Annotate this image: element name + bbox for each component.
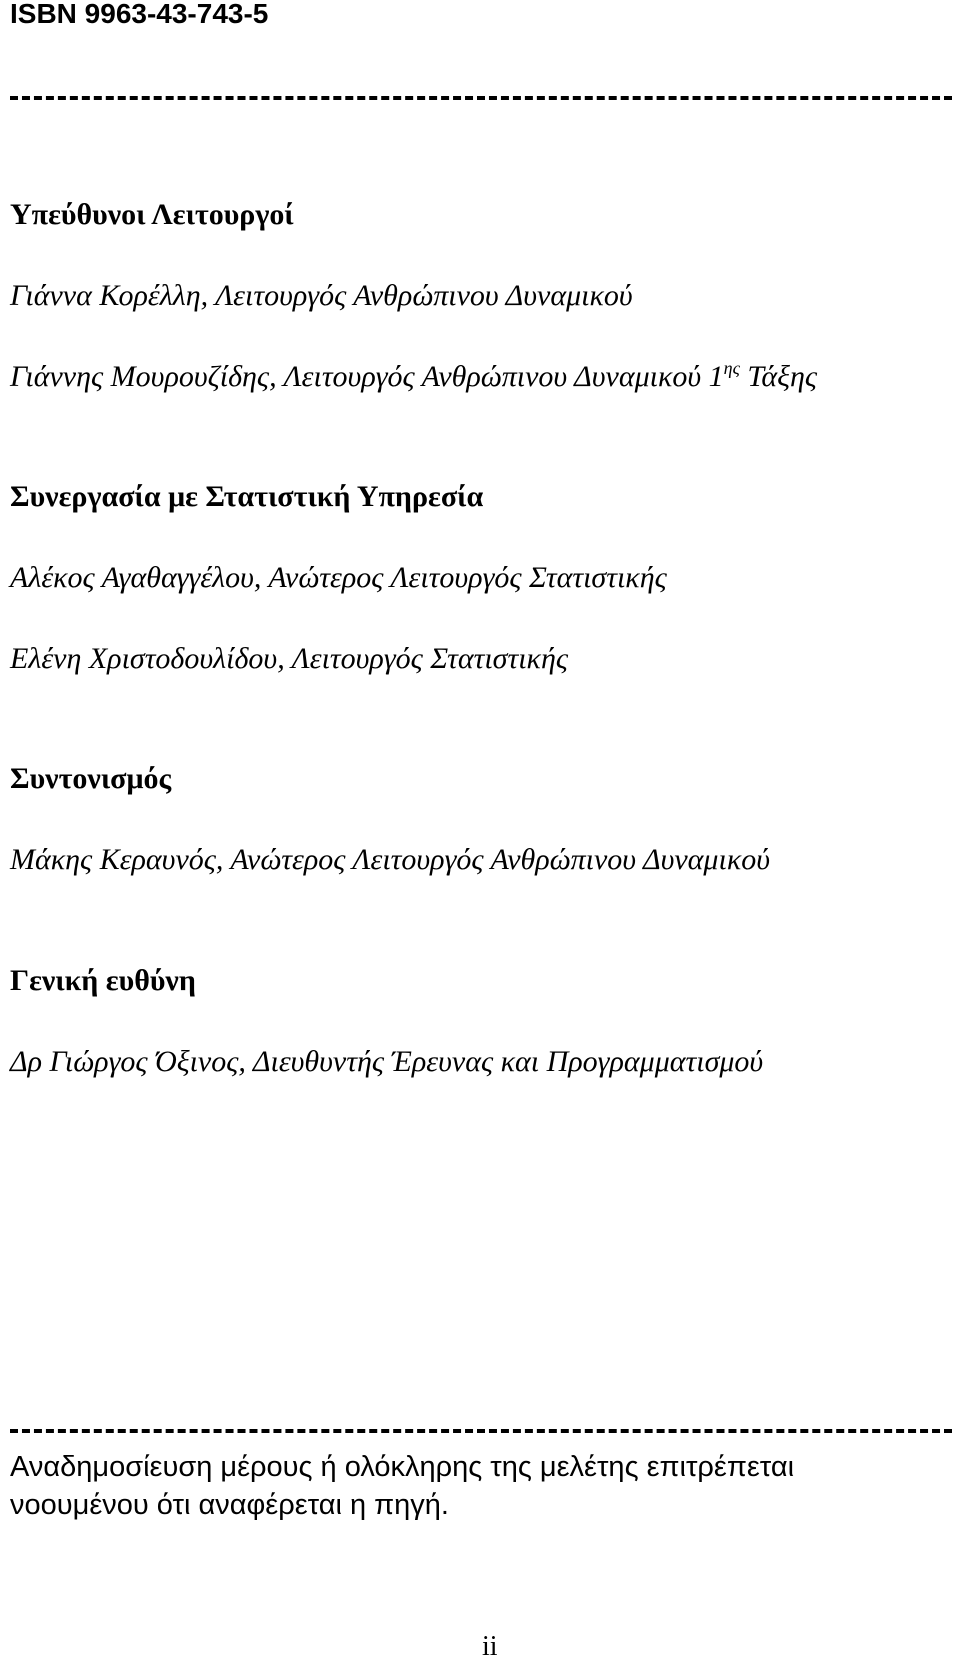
isbn: ISBN 9963-43-743-5 bbox=[10, 0, 269, 29]
divider-bottom bbox=[10, 1429, 952, 1433]
reprint-note-line2: νοουμένου ότι αναφέρεται η πηγή. bbox=[10, 1489, 449, 1521]
heading-statistics-cooperation: Συνεργασία με Στατιστική Υπηρεσία bbox=[10, 480, 484, 513]
heading-coordination: Συντονισμός bbox=[10, 762, 172, 795]
heading-general-responsibility: Γενική ευθύνη bbox=[10, 964, 196, 997]
person-line bbox=[10, 360, 817, 394]
heading-responsible-officers: Υπεύθυνοι Λειτουργοί bbox=[10, 198, 294, 231]
person-line: Αλέκος Αγαθαγγέλου, Ανώτερος Λειτουργός Στατιστικής bbox=[10, 561, 667, 594]
person-line: Μάκης Κεραυνός, Ανώτερος Λειτουργός Ανθρώπινου Δυναμικού bbox=[10, 843, 770, 876]
person-line: Δρ Γιώργος Όξινος, Διευθυντής Έρευνας και Προγραμματισμού bbox=[10, 1045, 764, 1078]
divider-top bbox=[10, 96, 952, 100]
person-text-suffix: Τάξης bbox=[739, 360, 817, 393]
person-line: Γιάννα Κορέλλη, Λειτουργός Ανθρώπινου Δυναμικού bbox=[10, 279, 633, 312]
person-line: Ελένη Χριστοδουλίδου, Λειτουργός Στατιστικής bbox=[10, 642, 569, 675]
person-text: Γιάννης Μουρουζίδης, Λειτουργός Ανθρώπινου Δυναμικού 1 bbox=[10, 360, 724, 393]
reprint-note-line1: Αναδημοσίευση μέρους ή ολόκληρης της μελέτης επιτρέπεται bbox=[10, 1451, 795, 1483]
page-number: ii bbox=[482, 1631, 498, 1662]
ordinal-suffix: ης bbox=[723, 358, 740, 378]
